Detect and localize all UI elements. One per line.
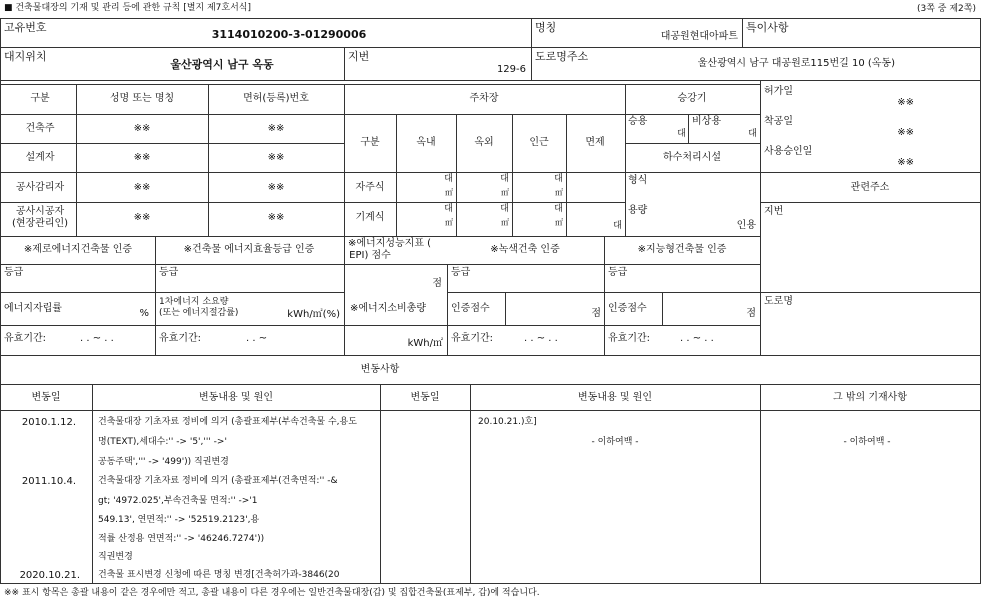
site-value: 울산광역시 남구 옥동 [170,58,274,71]
green-cert-score-label: 인증점수 [451,303,490,314]
change-line: 적률 산정용 연면적:'' -> '46246.7274')) [98,534,265,544]
change-line: 명(TEXT),세대수:'' -> '5',''' ->' [98,437,227,447]
change-continuation: 20.10.21.)호] [478,417,537,427]
lot-value: 129-6 [496,64,526,75]
persons-designer-name: ※※ [133,152,151,163]
sewage-title: 하수처리시설 [663,152,721,163]
parking-header-type: 구분 [360,137,380,148]
parking-unit-area: ㎡ [445,188,453,197]
elevator-passenger-unit: 대 [677,129,686,139]
parking-header-nearby: 인근 [529,137,549,148]
changes-col-date-left: 변동일 [31,392,61,403]
persons-role-contractor-sub: (현장관리인) [11,218,69,229]
sewage-capacity-label: 용량 [628,205,648,216]
parking-unit-area: ㎡ [501,188,509,197]
energy-valid-label: 유효기간: [159,333,202,344]
persons-owner-license: ※※ [267,123,285,134]
smart-cert-score-label: 인증점수 [608,303,647,314]
parking-title: 주차장 [469,93,499,104]
cert-green: ※녹색건축 인증 [490,244,560,255]
parking-unit: 대 [554,174,563,184]
change-line: 건축물대장 기초자료 정비에 의거 (총괄표제부(부속건축물 수,용도 [98,417,357,427]
persons-role-supervisor: 공사감리자 [15,182,65,193]
approval-date-label: 사용승인일 [764,146,813,157]
unique-no-value: 3114010200-3-01290006 [211,28,367,41]
smart-cert-score-unit: 점 [746,308,756,319]
change-date: 2011.10.4. [21,476,76,487]
persons-contractor-name: ※※ [133,212,151,223]
grade-label-green: 등급 [451,267,471,278]
parking-unit: 대 [500,204,509,214]
change-line: 공동주택',''' -> '499')) 직권변경 [98,457,229,467]
parking-unit: 대 [500,174,509,184]
grade-label-smart: 등급 [608,267,628,278]
parking-row-mechanical: 기계식 [355,212,385,223]
elevator-emergency: 비상용 [692,116,721,127]
parking-header-indoor: 옥내 [416,137,436,148]
changes-col-content-right: 변동내용 및 원인 [578,392,652,403]
parking-unit: 대 [444,204,453,214]
cert-smart: ※지능형건축물 인증 [637,244,727,255]
parking-row-self: 자주식 [355,182,385,193]
parking-unit-area: ㎡ [555,218,563,227]
special-label: 특이사항 [746,21,789,34]
change-line: 549.13', 연면적:'' -> '52519.2123',용 [98,515,260,525]
grade-label-zero: 등급 [4,267,24,278]
start-date-value: ※※ [897,127,914,138]
epi-score-unit: 점 [432,278,442,289]
persons-header-role: 구분 [30,93,50,104]
change-line: 건축물대장 기초자료 정비에 의거 (총괄표제부(건축면적:'' -& [98,476,338,486]
primary-energy-unit: kWh/㎡(%) [287,309,340,320]
green-valid-label: 유효기간: [451,333,494,344]
related-lot-label: 지번 [764,206,784,217]
consumption-label: ※에너지소비총량 [350,303,426,314]
persons-supervisor-license: ※※ [267,182,285,193]
sewage-capacity-unit: 인용 [736,220,756,231]
change-line: gt; '4972.025',부속건축물 면적:'' ->'1 [98,496,258,506]
permit-date-label: 허가일 [764,86,793,97]
green-cert-score-unit: 점 [591,308,601,319]
changes-col-date-right: 변동일 [410,392,440,403]
cert-zero-energy: ※제로에너지건축물 인증 [23,244,133,255]
sewage-type-label: 형식 [628,175,648,186]
name-label: 명칭 [535,21,557,34]
permit-date-value: ※※ [897,97,914,108]
persons-role-designer: 설계자 [25,152,55,163]
primary-energy-line2: (또는 에너지절감률) [159,308,239,318]
self-rate-unit: % [139,308,149,319]
change-date: 2020.10.21. [19,570,80,581]
footnote: ※※ 표시 항목은 총괄 내용이 같은 경우에만 적고, 총괄 내용이 다른 경우에는 일반건축물대장(갑) 및 집합건축물(표제부, 갑)에 적습니다. [4,588,540,598]
parking-unit-area: ㎡ [555,188,563,197]
cert-epi-line2: EPI) 점수 [349,250,391,261]
primary-energy-line1: 1차에너지 소요량 [159,297,229,307]
name-value: 대공원현대아파트 [660,31,738,42]
change-date: 2010.1.12. [21,417,76,428]
smart-valid-range: . . ~ . . [680,333,714,344]
form-title: ■ 건축물대장의 기재 및 관리 등에 관한 규칙 [별지 제7호서식] [4,3,251,13]
energy-valid-range: . . ~ [246,333,268,344]
elevator-title: 승강기 [677,93,707,104]
parking-unit-area: ㎡ [501,218,509,227]
persons-owner-name: ※※ [133,123,151,134]
zero-valid-label: 유효기간: [4,333,47,344]
changes-title: 변동사항 [360,364,400,375]
approval-date-value: ※※ [897,157,914,168]
change-line: 건축물 표시변경 신청에 따른 명칭 변경[건축허가과-3846(20 [98,570,340,580]
cert-energy-grade: ※건축물 에너지효율등급 인증 [183,244,315,255]
road-value: 울산광역시 남구 대공원로115번길 10 (옥동) [697,58,895,69]
smart-valid-label: 유효기간: [608,333,651,344]
zero-valid-range: . . ~ . . [80,333,114,344]
related-road-label: 도로명 [764,296,793,307]
changes-col-content-left: 변동내용 및 원인 [199,392,273,403]
persons-role-owner: 건축주 [25,123,55,134]
page-info: (3쪽 중 제2쪽) [917,4,976,14]
lot-label: 지번 [348,50,370,63]
parking-unit: 대 [444,174,453,184]
site-label: 대지위치 [4,50,47,63]
elevator-emergency-unit: 대 [748,129,757,139]
parking-unit-area: ㎡ [445,218,453,227]
start-date-label: 착공일 [764,116,793,127]
parking-header-exempt: 면제 [585,137,605,148]
persons-role-contractor: 공사시공자 [15,206,65,217]
persons-supervisor-name: ※※ [133,182,151,193]
parking-header-outdoor: 옥외 [474,137,494,148]
change-line: 직권변경 [98,552,133,562]
parking-unit: 대 [554,204,563,214]
unique-no-label: 고유번호 [4,21,47,34]
other-blank-mark: - 이하여백 - [843,437,891,447]
road-label: 도로명주소 [535,50,589,63]
consumption-unit: kWh/㎡ [407,338,443,349]
parking-exempt-unit: 대 [613,221,622,231]
elevator-passenger: 승용 [628,116,648,127]
change-blank-mark: - 이하여백 - [591,437,639,447]
self-rate-label: 에너지자립률 [4,303,62,314]
related-address-title: 관련주소 [850,182,890,193]
persons-designer-license: ※※ [267,152,285,163]
green-valid-range: . . ~ . . [524,333,558,344]
persons-contractor-license: ※※ [267,212,285,223]
persons-header-license: 면허(등록)번호 [243,93,309,104]
persons-header-name: 성명 또는 명칭 [109,93,175,104]
changes-col-other: 그 밖의 기재사항 [833,392,907,403]
grade-label-energy: 등급 [159,267,179,278]
cert-epi-line1: ※에너지성능지표 ( [348,238,432,249]
